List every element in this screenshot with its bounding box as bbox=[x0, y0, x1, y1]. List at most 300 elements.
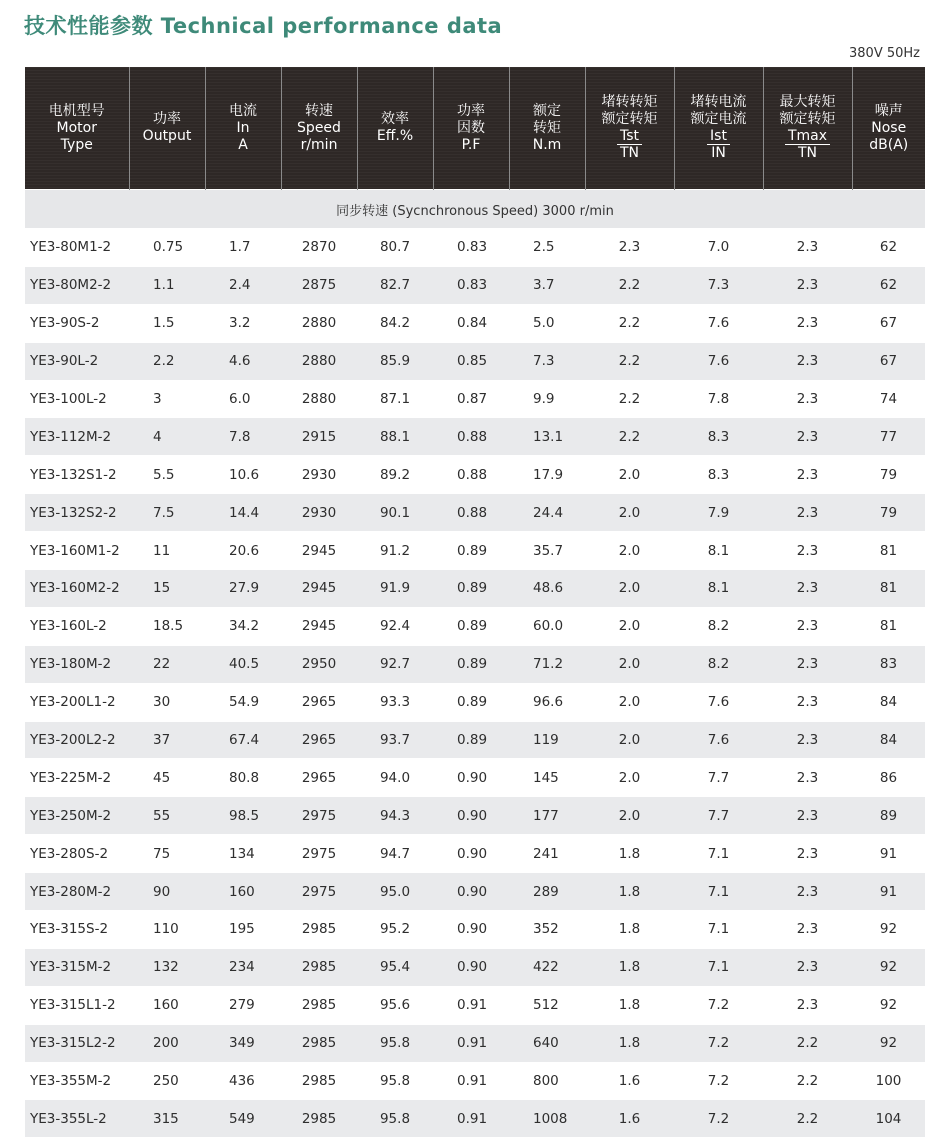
cell-noise: 100 bbox=[852, 1062, 925, 1100]
cell-output: 315 bbox=[129, 1100, 205, 1137]
table-row bbox=[25, 683, 925, 721]
table-row bbox=[25, 380, 925, 418]
cell-speed: 2915 bbox=[281, 418, 357, 456]
cell-max-torque-ratio: 2.3 bbox=[763, 721, 852, 759]
performance-table bbox=[25, 67, 925, 1137]
cell-current: 6.0 bbox=[205, 380, 281, 418]
cell-output: 5.5 bbox=[129, 456, 205, 494]
cell-output: 7.5 bbox=[129, 494, 205, 532]
cell-current: 34.2 bbox=[205, 607, 281, 645]
cell-efficiency: 84.2 bbox=[357, 304, 433, 342]
cell-current-ratio: 8.3 bbox=[674, 418, 763, 456]
cell-motor-type: YE3-180M-2 bbox=[25, 645, 129, 683]
cell-speed: 2945 bbox=[281, 607, 357, 645]
cell-efficiency: 88.1 bbox=[357, 418, 433, 456]
cell-efficiency: 94.0 bbox=[357, 759, 433, 797]
cell-noise: 67 bbox=[852, 304, 925, 342]
cell-efficiency: 94.3 bbox=[357, 797, 433, 835]
cell-current: 436 bbox=[205, 1062, 281, 1100]
table-row bbox=[25, 645, 925, 683]
cell-rated-torque: 5.0 bbox=[509, 304, 585, 342]
cell-rated-torque: 177 bbox=[509, 797, 585, 835]
cell-efficiency: 90.1 bbox=[357, 494, 433, 532]
cell-efficiency: 95.8 bbox=[357, 1062, 433, 1100]
cell-max-torque-ratio: 2.3 bbox=[763, 418, 852, 456]
cell-rated-torque: 96.6 bbox=[509, 683, 585, 721]
cell-rated-torque: 145 bbox=[509, 759, 585, 797]
cell-output: 200 bbox=[129, 1024, 205, 1062]
cell-current-ratio: 7.1 bbox=[674, 873, 763, 911]
header-current: 电流 In A bbox=[205, 67, 281, 190]
cell-efficiency: 93.7 bbox=[357, 721, 433, 759]
cell-speed: 2880 bbox=[281, 380, 357, 418]
cell-rated-torque: 48.6 bbox=[509, 570, 585, 608]
table-row bbox=[25, 759, 925, 797]
cell-rated-torque: 24.4 bbox=[509, 494, 585, 532]
cell-rated-torque: 241 bbox=[509, 835, 585, 873]
cell-rated-torque: 71.2 bbox=[509, 645, 585, 683]
cell-noise: 84 bbox=[852, 721, 925, 759]
cell-current: 20.6 bbox=[205, 532, 281, 570]
cell-power-factor: 0.89 bbox=[433, 532, 509, 570]
cell-current-ratio: 7.7 bbox=[674, 759, 763, 797]
cell-speed: 2975 bbox=[281, 797, 357, 835]
cell-current: 7.8 bbox=[205, 418, 281, 456]
cell-output: 11 bbox=[129, 532, 205, 570]
cell-current-ratio: 7.7 bbox=[674, 797, 763, 835]
cell-power-factor: 0.89 bbox=[433, 607, 509, 645]
cell-noise: 67 bbox=[852, 342, 925, 380]
cell-noise: 86 bbox=[852, 759, 925, 797]
cell-current-ratio: 7.2 bbox=[674, 1100, 763, 1137]
cell-output: 30 bbox=[129, 683, 205, 721]
cell-rated-torque: 512 bbox=[509, 986, 585, 1024]
table-row bbox=[25, 304, 925, 342]
cell-output: 15 bbox=[129, 570, 205, 608]
cell-torque-ratio: 2.0 bbox=[585, 797, 674, 835]
cell-efficiency: 92.7 bbox=[357, 645, 433, 683]
cell-output: 1.5 bbox=[129, 304, 205, 342]
cell-motor-type: YE3-80M1-2 bbox=[25, 229, 129, 267]
cell-max-torque-ratio: 2.3 bbox=[763, 835, 852, 873]
cell-current: 98.5 bbox=[205, 797, 281, 835]
cell-speed: 2985 bbox=[281, 1024, 357, 1062]
cell-noise: 104 bbox=[852, 1100, 925, 1137]
cell-max-torque-ratio: 2.3 bbox=[763, 797, 852, 835]
cell-current-ratio: 7.2 bbox=[674, 986, 763, 1024]
cell-noise: 79 bbox=[852, 456, 925, 494]
cell-current-ratio: 7.0 bbox=[674, 229, 763, 267]
cell-power-factor: 0.88 bbox=[433, 418, 509, 456]
cell-power-factor: 0.90 bbox=[433, 797, 509, 835]
cell-current: 40.5 bbox=[205, 645, 281, 683]
cell-torque-ratio: 1.8 bbox=[585, 873, 674, 911]
cell-torque-ratio: 2.0 bbox=[585, 683, 674, 721]
cell-noise: 83 bbox=[852, 645, 925, 683]
cell-output: 1.1 bbox=[129, 266, 205, 304]
header-row bbox=[25, 67, 925, 190]
cell-current-ratio: 7.6 bbox=[674, 721, 763, 759]
cell-efficiency: 95.8 bbox=[357, 1024, 433, 1062]
cell-motor-type: YE3-90L-2 bbox=[25, 342, 129, 380]
cell-torque-ratio: 2.0 bbox=[585, 607, 674, 645]
cell-rated-torque: 7.3 bbox=[509, 342, 585, 380]
page-title: 技术性能参数 Technical performance data bbox=[24, 10, 502, 40]
cell-noise: 77 bbox=[852, 418, 925, 456]
cell-efficiency: 89.2 bbox=[357, 456, 433, 494]
cell-rated-torque: 35.7 bbox=[509, 532, 585, 570]
cell-torque-ratio: 1.8 bbox=[585, 911, 674, 949]
cell-motor-type: YE3-315L2-2 bbox=[25, 1024, 129, 1062]
cell-efficiency: 95.4 bbox=[357, 948, 433, 986]
table-row bbox=[25, 532, 925, 570]
cell-current: 10.6 bbox=[205, 456, 281, 494]
cell-power-factor: 0.90 bbox=[433, 835, 509, 873]
cell-motor-type: YE3-90S-2 bbox=[25, 304, 129, 342]
cell-power-factor: 0.91 bbox=[433, 1062, 509, 1100]
header-locked-rotor-current-ratio: 堵转电流 额定电流 Ist IN bbox=[674, 67, 763, 190]
cell-current: 549 bbox=[205, 1100, 281, 1137]
cell-current-ratio: 8.2 bbox=[674, 645, 763, 683]
cell-torque-ratio: 1.8 bbox=[585, 948, 674, 986]
cell-current: 1.7 bbox=[205, 229, 281, 267]
cell-speed: 2930 bbox=[281, 456, 357, 494]
cell-rated-torque: 60.0 bbox=[509, 607, 585, 645]
table-row bbox=[25, 266, 925, 304]
cell-current: 234 bbox=[205, 948, 281, 986]
cell-current: 67.4 bbox=[205, 721, 281, 759]
cell-current: 3.2 bbox=[205, 304, 281, 342]
cell-efficiency: 94.7 bbox=[357, 835, 433, 873]
cell-output: 0.75 bbox=[129, 229, 205, 267]
cell-torque-ratio: 1.8 bbox=[585, 835, 674, 873]
cell-noise: 79 bbox=[852, 494, 925, 532]
cell-power-factor: 0.90 bbox=[433, 911, 509, 949]
cell-torque-ratio: 2.2 bbox=[585, 266, 674, 304]
cell-current-ratio: 7.9 bbox=[674, 494, 763, 532]
cell-output: 4 bbox=[129, 418, 205, 456]
cell-speed: 2950 bbox=[281, 645, 357, 683]
cell-output: 160 bbox=[129, 986, 205, 1024]
cell-rated-torque: 13.1 bbox=[509, 418, 585, 456]
cell-torque-ratio: 1.6 bbox=[585, 1062, 674, 1100]
cell-motor-type: YE3-280S-2 bbox=[25, 835, 129, 873]
cell-max-torque-ratio: 2.3 bbox=[763, 532, 852, 570]
cell-max-torque-ratio: 2.3 bbox=[763, 607, 852, 645]
cell-rated-torque: 1008 bbox=[509, 1100, 585, 1137]
table-row bbox=[25, 797, 925, 835]
table-row bbox=[25, 494, 925, 532]
cell-output: 2.2 bbox=[129, 342, 205, 380]
cell-motor-type: YE3-225M-2 bbox=[25, 759, 129, 797]
header-noise: 噪声 Nose dB(A) bbox=[852, 67, 925, 190]
table-row bbox=[25, 911, 925, 949]
table-row bbox=[25, 873, 925, 911]
cell-current: 27.9 bbox=[205, 570, 281, 608]
cell-motor-type: YE3-132S1-2 bbox=[25, 456, 129, 494]
cell-torque-ratio: 1.8 bbox=[585, 1024, 674, 1062]
cell-max-torque-ratio: 2.3 bbox=[763, 683, 852, 721]
cell-noise: 92 bbox=[852, 1024, 925, 1062]
cell-current-ratio: 7.6 bbox=[674, 683, 763, 721]
cell-torque-ratio: 2.2 bbox=[585, 380, 674, 418]
cell-speed: 2965 bbox=[281, 721, 357, 759]
cell-noise: 84 bbox=[852, 683, 925, 721]
cell-current-ratio: 7.1 bbox=[674, 911, 763, 949]
cell-power-factor: 0.89 bbox=[433, 570, 509, 608]
cell-max-torque-ratio: 2.3 bbox=[763, 494, 852, 532]
cell-motor-type: YE3-315S-2 bbox=[25, 911, 129, 949]
table-row bbox=[25, 1024, 925, 1062]
cell-current: 134 bbox=[205, 835, 281, 873]
cell-output: 110 bbox=[129, 911, 205, 949]
cell-current: 279 bbox=[205, 986, 281, 1024]
cell-max-torque-ratio: 2.2 bbox=[763, 1100, 852, 1137]
cell-current-ratio: 7.8 bbox=[674, 380, 763, 418]
cell-noise: 92 bbox=[852, 948, 925, 986]
cell-current-ratio: 8.1 bbox=[674, 532, 763, 570]
cell-efficiency: 95.8 bbox=[357, 1100, 433, 1137]
cell-power-factor: 0.89 bbox=[433, 721, 509, 759]
cell-output: 132 bbox=[129, 948, 205, 986]
cell-efficiency: 87.1 bbox=[357, 380, 433, 418]
cell-current: 54.9 bbox=[205, 683, 281, 721]
cell-power-factor: 0.88 bbox=[433, 456, 509, 494]
cell-power-factor: 0.90 bbox=[433, 873, 509, 911]
cell-power-factor: 0.83 bbox=[433, 266, 509, 304]
cell-motor-type: YE3-160L-2 bbox=[25, 607, 129, 645]
cell-speed: 2965 bbox=[281, 683, 357, 721]
cell-efficiency: 95.6 bbox=[357, 986, 433, 1024]
cell-speed: 2870 bbox=[281, 229, 357, 267]
cell-current-ratio: 8.1 bbox=[674, 570, 763, 608]
cell-torque-ratio: 2.0 bbox=[585, 532, 674, 570]
cell-current-ratio: 7.1 bbox=[674, 835, 763, 873]
table-row bbox=[25, 342, 925, 380]
cell-power-factor: 0.91 bbox=[433, 986, 509, 1024]
cell-torque-ratio: 1.8 bbox=[585, 986, 674, 1024]
cell-motor-type: YE3-200L2-2 bbox=[25, 721, 129, 759]
cell-noise: 81 bbox=[852, 532, 925, 570]
cell-torque-ratio: 2.0 bbox=[585, 759, 674, 797]
cell-power-factor: 0.91 bbox=[433, 1024, 509, 1062]
table-row bbox=[25, 1062, 925, 1100]
cell-max-torque-ratio: 2.3 bbox=[763, 229, 852, 267]
cell-motor-type: YE3-280M-2 bbox=[25, 873, 129, 911]
cell-noise: 92 bbox=[852, 911, 925, 949]
cell-current-ratio: 8.3 bbox=[674, 456, 763, 494]
cell-output: 75 bbox=[129, 835, 205, 873]
cell-efficiency: 93.3 bbox=[357, 683, 433, 721]
cell-max-torque-ratio: 2.2 bbox=[763, 1062, 852, 1100]
cell-motor-type: YE3-315L1-2 bbox=[25, 986, 129, 1024]
cell-rated-torque: 640 bbox=[509, 1024, 585, 1062]
cell-efficiency: 95.0 bbox=[357, 873, 433, 911]
cell-torque-ratio: 2.0 bbox=[585, 456, 674, 494]
cell-power-factor: 0.89 bbox=[433, 645, 509, 683]
table-row bbox=[25, 418, 925, 456]
cell-torque-ratio: 2.0 bbox=[585, 645, 674, 683]
cell-motor-type: YE3-355L-2 bbox=[25, 1100, 129, 1137]
cell-rated-torque: 352 bbox=[509, 911, 585, 949]
cell-power-factor: 0.91 bbox=[433, 1100, 509, 1137]
cell-current-ratio: 7.3 bbox=[674, 266, 763, 304]
cell-speed: 2880 bbox=[281, 304, 357, 342]
header-motor-type: 电机型号 Motor Type bbox=[25, 67, 129, 190]
header-rated-torque: 额定 转矩 N.m bbox=[509, 67, 585, 190]
cell-efficiency: 91.9 bbox=[357, 570, 433, 608]
cell-noise: 81 bbox=[852, 607, 925, 645]
table-row bbox=[25, 835, 925, 873]
cell-power-factor: 0.90 bbox=[433, 759, 509, 797]
cell-noise: 62 bbox=[852, 229, 925, 267]
cell-speed: 2985 bbox=[281, 948, 357, 986]
header-efficiency: 效率 Eff.% bbox=[357, 67, 433, 190]
cell-max-torque-ratio: 2.3 bbox=[763, 304, 852, 342]
cell-speed: 2965 bbox=[281, 759, 357, 797]
cell-output: 90 bbox=[129, 873, 205, 911]
cell-motor-type: YE3-112M-2 bbox=[25, 418, 129, 456]
section-row bbox=[25, 190, 925, 229]
cell-current-ratio: 7.2 bbox=[674, 1024, 763, 1062]
cell-speed: 2880 bbox=[281, 342, 357, 380]
voltage-frequency-note: 380V 50Hz bbox=[849, 46, 920, 61]
table-row bbox=[25, 229, 925, 267]
cell-efficiency: 85.9 bbox=[357, 342, 433, 380]
cell-output: 18.5 bbox=[129, 607, 205, 645]
cell-motor-type: YE3-80M2-2 bbox=[25, 266, 129, 304]
cell-max-torque-ratio: 2.3 bbox=[763, 645, 852, 683]
cell-motor-type: YE3-100L-2 bbox=[25, 380, 129, 418]
cell-max-torque-ratio: 2.3 bbox=[763, 456, 852, 494]
cell-output: 250 bbox=[129, 1062, 205, 1100]
cell-efficiency: 80.7 bbox=[357, 229, 433, 267]
cell-speed: 2875 bbox=[281, 266, 357, 304]
cell-output: 45 bbox=[129, 759, 205, 797]
header-max-torque-ratio: 最大转矩 额定转矩 Tmax TN bbox=[763, 67, 852, 190]
cell-torque-ratio: 1.6 bbox=[585, 1100, 674, 1137]
table-row bbox=[25, 570, 925, 608]
cell-speed: 2945 bbox=[281, 532, 357, 570]
cell-speed: 2930 bbox=[281, 494, 357, 532]
cell-efficiency: 82.7 bbox=[357, 266, 433, 304]
cell-noise: 81 bbox=[852, 570, 925, 608]
cell-output: 37 bbox=[129, 721, 205, 759]
table-row bbox=[25, 1100, 925, 1137]
cell-power-factor: 0.83 bbox=[433, 229, 509, 267]
cell-max-torque-ratio: 2.3 bbox=[763, 759, 852, 797]
cell-motor-type: YE3-200L1-2 bbox=[25, 683, 129, 721]
cell-max-torque-ratio: 2.3 bbox=[763, 570, 852, 608]
cell-torque-ratio: 2.2 bbox=[585, 304, 674, 342]
cell-current: 349 bbox=[205, 1024, 281, 1062]
cell-noise: 89 bbox=[852, 797, 925, 835]
cell-torque-ratio: 2.0 bbox=[585, 494, 674, 532]
cell-current-ratio: 8.2 bbox=[674, 607, 763, 645]
cell-speed: 2985 bbox=[281, 986, 357, 1024]
cell-motor-type: YE3-250M-2 bbox=[25, 797, 129, 835]
cell-torque-ratio: 2.0 bbox=[585, 570, 674, 608]
table-row bbox=[25, 986, 925, 1024]
table-row bbox=[25, 721, 925, 759]
cell-max-torque-ratio: 2.3 bbox=[763, 873, 852, 911]
cell-speed: 2975 bbox=[281, 835, 357, 873]
cell-torque-ratio: 2.3 bbox=[585, 229, 674, 267]
cell-efficiency: 92.4 bbox=[357, 607, 433, 645]
cell-noise: 92 bbox=[852, 986, 925, 1024]
cell-current-ratio: 7.6 bbox=[674, 342, 763, 380]
table-body bbox=[25, 190, 925, 1137]
cell-motor-type: YE3-132S2-2 bbox=[25, 494, 129, 532]
cell-rated-torque: 800 bbox=[509, 1062, 585, 1100]
cell-motor-type: YE3-160M2-2 bbox=[25, 570, 129, 608]
cell-noise: 62 bbox=[852, 266, 925, 304]
synchronous-speed-label: 同步转速 (Sycnchronous Speed) 3000 r/min bbox=[25, 190, 925, 229]
header-power-factor: 功率 因数 P.F bbox=[433, 67, 509, 190]
cell-power-factor: 0.85 bbox=[433, 342, 509, 380]
cell-speed: 2985 bbox=[281, 1100, 357, 1137]
cell-noise: 74 bbox=[852, 380, 925, 418]
cell-max-torque-ratio: 2.3 bbox=[763, 266, 852, 304]
table-row bbox=[25, 456, 925, 494]
cell-efficiency: 91.2 bbox=[357, 532, 433, 570]
cell-power-factor: 0.89 bbox=[433, 683, 509, 721]
cell-rated-torque: 2.5 bbox=[509, 229, 585, 267]
cell-rated-torque: 422 bbox=[509, 948, 585, 986]
cell-current-ratio: 7.1 bbox=[674, 948, 763, 986]
cell-speed: 2985 bbox=[281, 911, 357, 949]
cell-max-torque-ratio: 2.3 bbox=[763, 380, 852, 418]
cell-output: 55 bbox=[129, 797, 205, 835]
cell-torque-ratio: 2.2 bbox=[585, 342, 674, 380]
header-output: 功率 Output bbox=[129, 67, 205, 190]
cell-noise: 91 bbox=[852, 873, 925, 911]
cell-max-torque-ratio: 2.2 bbox=[763, 1024, 852, 1062]
cell-power-factor: 0.84 bbox=[433, 304, 509, 342]
cell-rated-torque: 289 bbox=[509, 873, 585, 911]
cell-rated-torque: 119 bbox=[509, 721, 585, 759]
cell-power-factor: 0.88 bbox=[433, 494, 509, 532]
header-locked-rotor-torque-ratio: 堵转转矩 额定转矩 Tst TN bbox=[585, 67, 674, 190]
cell-speed: 2945 bbox=[281, 570, 357, 608]
header-speed: 转速 Speed r/min bbox=[281, 67, 357, 190]
cell-current: 14.4 bbox=[205, 494, 281, 532]
cell-current: 195 bbox=[205, 911, 281, 949]
cell-noise: 91 bbox=[852, 835, 925, 873]
cell-speed: 2985 bbox=[281, 1062, 357, 1100]
cell-current: 4.6 bbox=[205, 342, 281, 380]
cell-current-ratio: 7.2 bbox=[674, 1062, 763, 1100]
cell-motor-type: YE3-160M1-2 bbox=[25, 532, 129, 570]
cell-current: 2.4 bbox=[205, 266, 281, 304]
cell-power-factor: 0.90 bbox=[433, 948, 509, 986]
cell-rated-torque: 9.9 bbox=[509, 380, 585, 418]
cell-max-torque-ratio: 2.3 bbox=[763, 948, 852, 986]
cell-torque-ratio: 2.0 bbox=[585, 721, 674, 759]
cell-max-torque-ratio: 2.3 bbox=[763, 342, 852, 380]
cell-speed: 2975 bbox=[281, 873, 357, 911]
cell-rated-torque: 3.7 bbox=[509, 266, 585, 304]
cell-max-torque-ratio: 2.3 bbox=[763, 911, 852, 949]
cell-output: 3 bbox=[129, 380, 205, 418]
cell-current: 160 bbox=[205, 873, 281, 911]
cell-power-factor: 0.87 bbox=[433, 380, 509, 418]
cell-torque-ratio: 2.2 bbox=[585, 418, 674, 456]
cell-motor-type: YE3-315M-2 bbox=[25, 948, 129, 986]
cell-output: 22 bbox=[129, 645, 205, 683]
cell-rated-torque: 17.9 bbox=[509, 456, 585, 494]
cell-max-torque-ratio: 2.3 bbox=[763, 986, 852, 1024]
